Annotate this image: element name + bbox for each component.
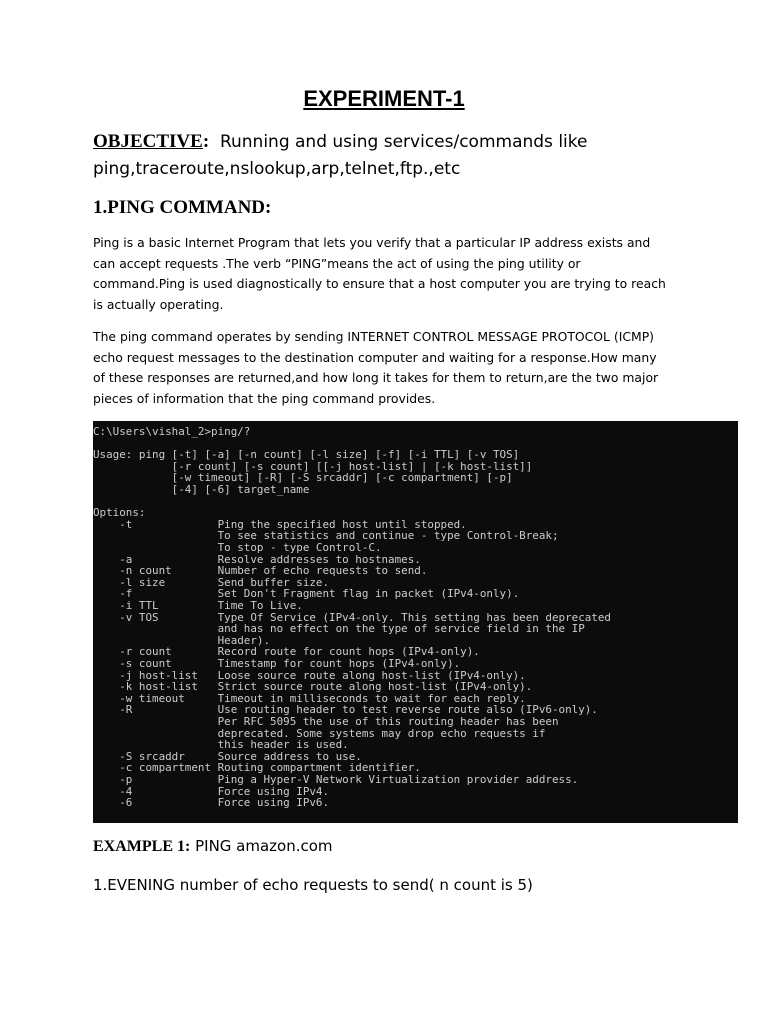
- terminal-line: -n count Number of echo requests to send.: [93, 564, 428, 578]
- terminal-line: [-r count] [-s count] [[-j host-list] | [-k host-list]]: [93, 459, 533, 473]
- objective-label: OBJECTIVE: [93, 131, 203, 152]
- terminal-line: [-4] [-6] target_name: [93, 483, 310, 496]
- objective-text-line-1: Running and using services/commands like: [219, 132, 588, 152]
- terminal-line: -c compartment Routing compartment identifier.: [93, 761, 421, 775]
- terminal-line: To see statistics and continue - type Control-Break;: [93, 529, 559, 543]
- terminal-line: -w timeout Timeout in milliseconds to wait for each reply.: [93, 691, 526, 705]
- example-1: [93, 837, 333, 856]
- terminal-screenshot: [93, 421, 738, 823]
- terminal-line: -s count Timestamp for count hops (IPv4-only).: [93, 657, 461, 670]
- terminal-line: -l size Send buffer size.: [93, 575, 330, 589]
- terminal-line: -k host-list Strict source route along host-list (IPv4-only).: [93, 680, 533, 694]
- terminal-line: -S srcaddr Source address to use.: [93, 749, 362, 763]
- paragraph-2-line: The ping command operates by sending INTERNET CONTROL MESSAGE PROTOCOL (ICMP): [93, 329, 655, 344]
- terminal-line: -4 Force using IPv4.: [93, 784, 330, 798]
- evening-line: 1.EVENING number of echo requests to send( n count is 5): [93, 876, 533, 894]
- terminal-line: this header is used.: [93, 738, 349, 752]
- paragraph-2-line: echo request messages to the destination computer and waiting for a response.How many: [93, 349, 657, 365]
- terminal-line: -f Set Don't Fragment flag in packet (IPv4-only).: [93, 587, 520, 601]
- terminal-line: deprecated. Some systems may drop echo requests if: [93, 726, 546, 740]
- terminal-line: -a Resolve addresses to hostnames.: [93, 552, 421, 566]
- terminal-line: -i TTL Time To Live.: [93, 599, 303, 612]
- terminal-line: -t Ping the specified host until stopped.: [93, 517, 467, 531]
- paragraph-2: [93, 327, 683, 409]
- terminal-line: -R Use routing header to test reverse route also (IPv6-only).: [93, 703, 598, 717]
- terminal-line: Header).: [93, 633, 271, 647]
- section-heading: 1.PING COMMAND:: [93, 197, 272, 218]
- paragraph-1-line: command.Ping is used diagnostically to ensure that a host computer you are trying to reach: [93, 276, 666, 291]
- terminal-line: C:\Users\vishal_2>ping/?: [93, 425, 251, 438]
- terminal-line: Options:: [93, 506, 146, 520]
- paragraph-1: [93, 233, 683, 315]
- terminal-line: Usage: ping [-t] [-a] [-n count] [-l size] [-f] [-i TTL] [-v TOS]: [93, 448, 520, 462]
- paragraph-1-line: can accept requests .The verb “PING”means the act of using the ping utility or: [93, 255, 581, 271]
- terminal-line: -r count Record route for count hops (IPv4-only).: [93, 645, 480, 659]
- terminal-line: To stop - type Control-C.: [93, 541, 382, 554]
- terminal-line: -j host-list Loose source route along host-list (IPv4-only).: [93, 668, 526, 682]
- terminal-line: and has no effect on the type of service field in the IP: [93, 622, 585, 636]
- terminal-line: -6 Force using IPv6.: [93, 796, 330, 810]
- example-command: PING amazon.com: [190, 837, 333, 855]
- paragraph-1-line: is actually operating.: [93, 296, 224, 312]
- objective-text-line-2: ping,traceroute,nslookup,arp,telnet,ftp.,etc: [93, 159, 461, 179]
- paragraph-2-line: pieces of information that the ping command provides.: [93, 390, 436, 406]
- paragraph-1-line: Ping is a basic Internet Program that lets you verify that a particular IP address exists and: [93, 235, 651, 250]
- terminal-line: -v TOS Type Of Service (IPv4-only. This setting has been deprecated: [93, 610, 611, 624]
- objective-colon: :: [202, 131, 210, 152]
- objective-block: [93, 128, 693, 183]
- terminal-line: -p Ping a Hyper-V Network Virtualization provider address.: [93, 773, 579, 786]
- example-label: EXAMPLE 1:: [93, 838, 191, 855]
- paragraph-2-line: of these responses are returned,and how long it takes for them to return,are the two major: [93, 370, 659, 385]
- document-title: EXPERIMENT-1: [303, 86, 465, 111]
- terminal-line: [-w timeout] [-R] [-S srcaddr] [-c compartment] [-p]: [93, 471, 513, 485]
- terminal-line: Per RFC 5095 the use of this routing header has been: [93, 715, 559, 728]
